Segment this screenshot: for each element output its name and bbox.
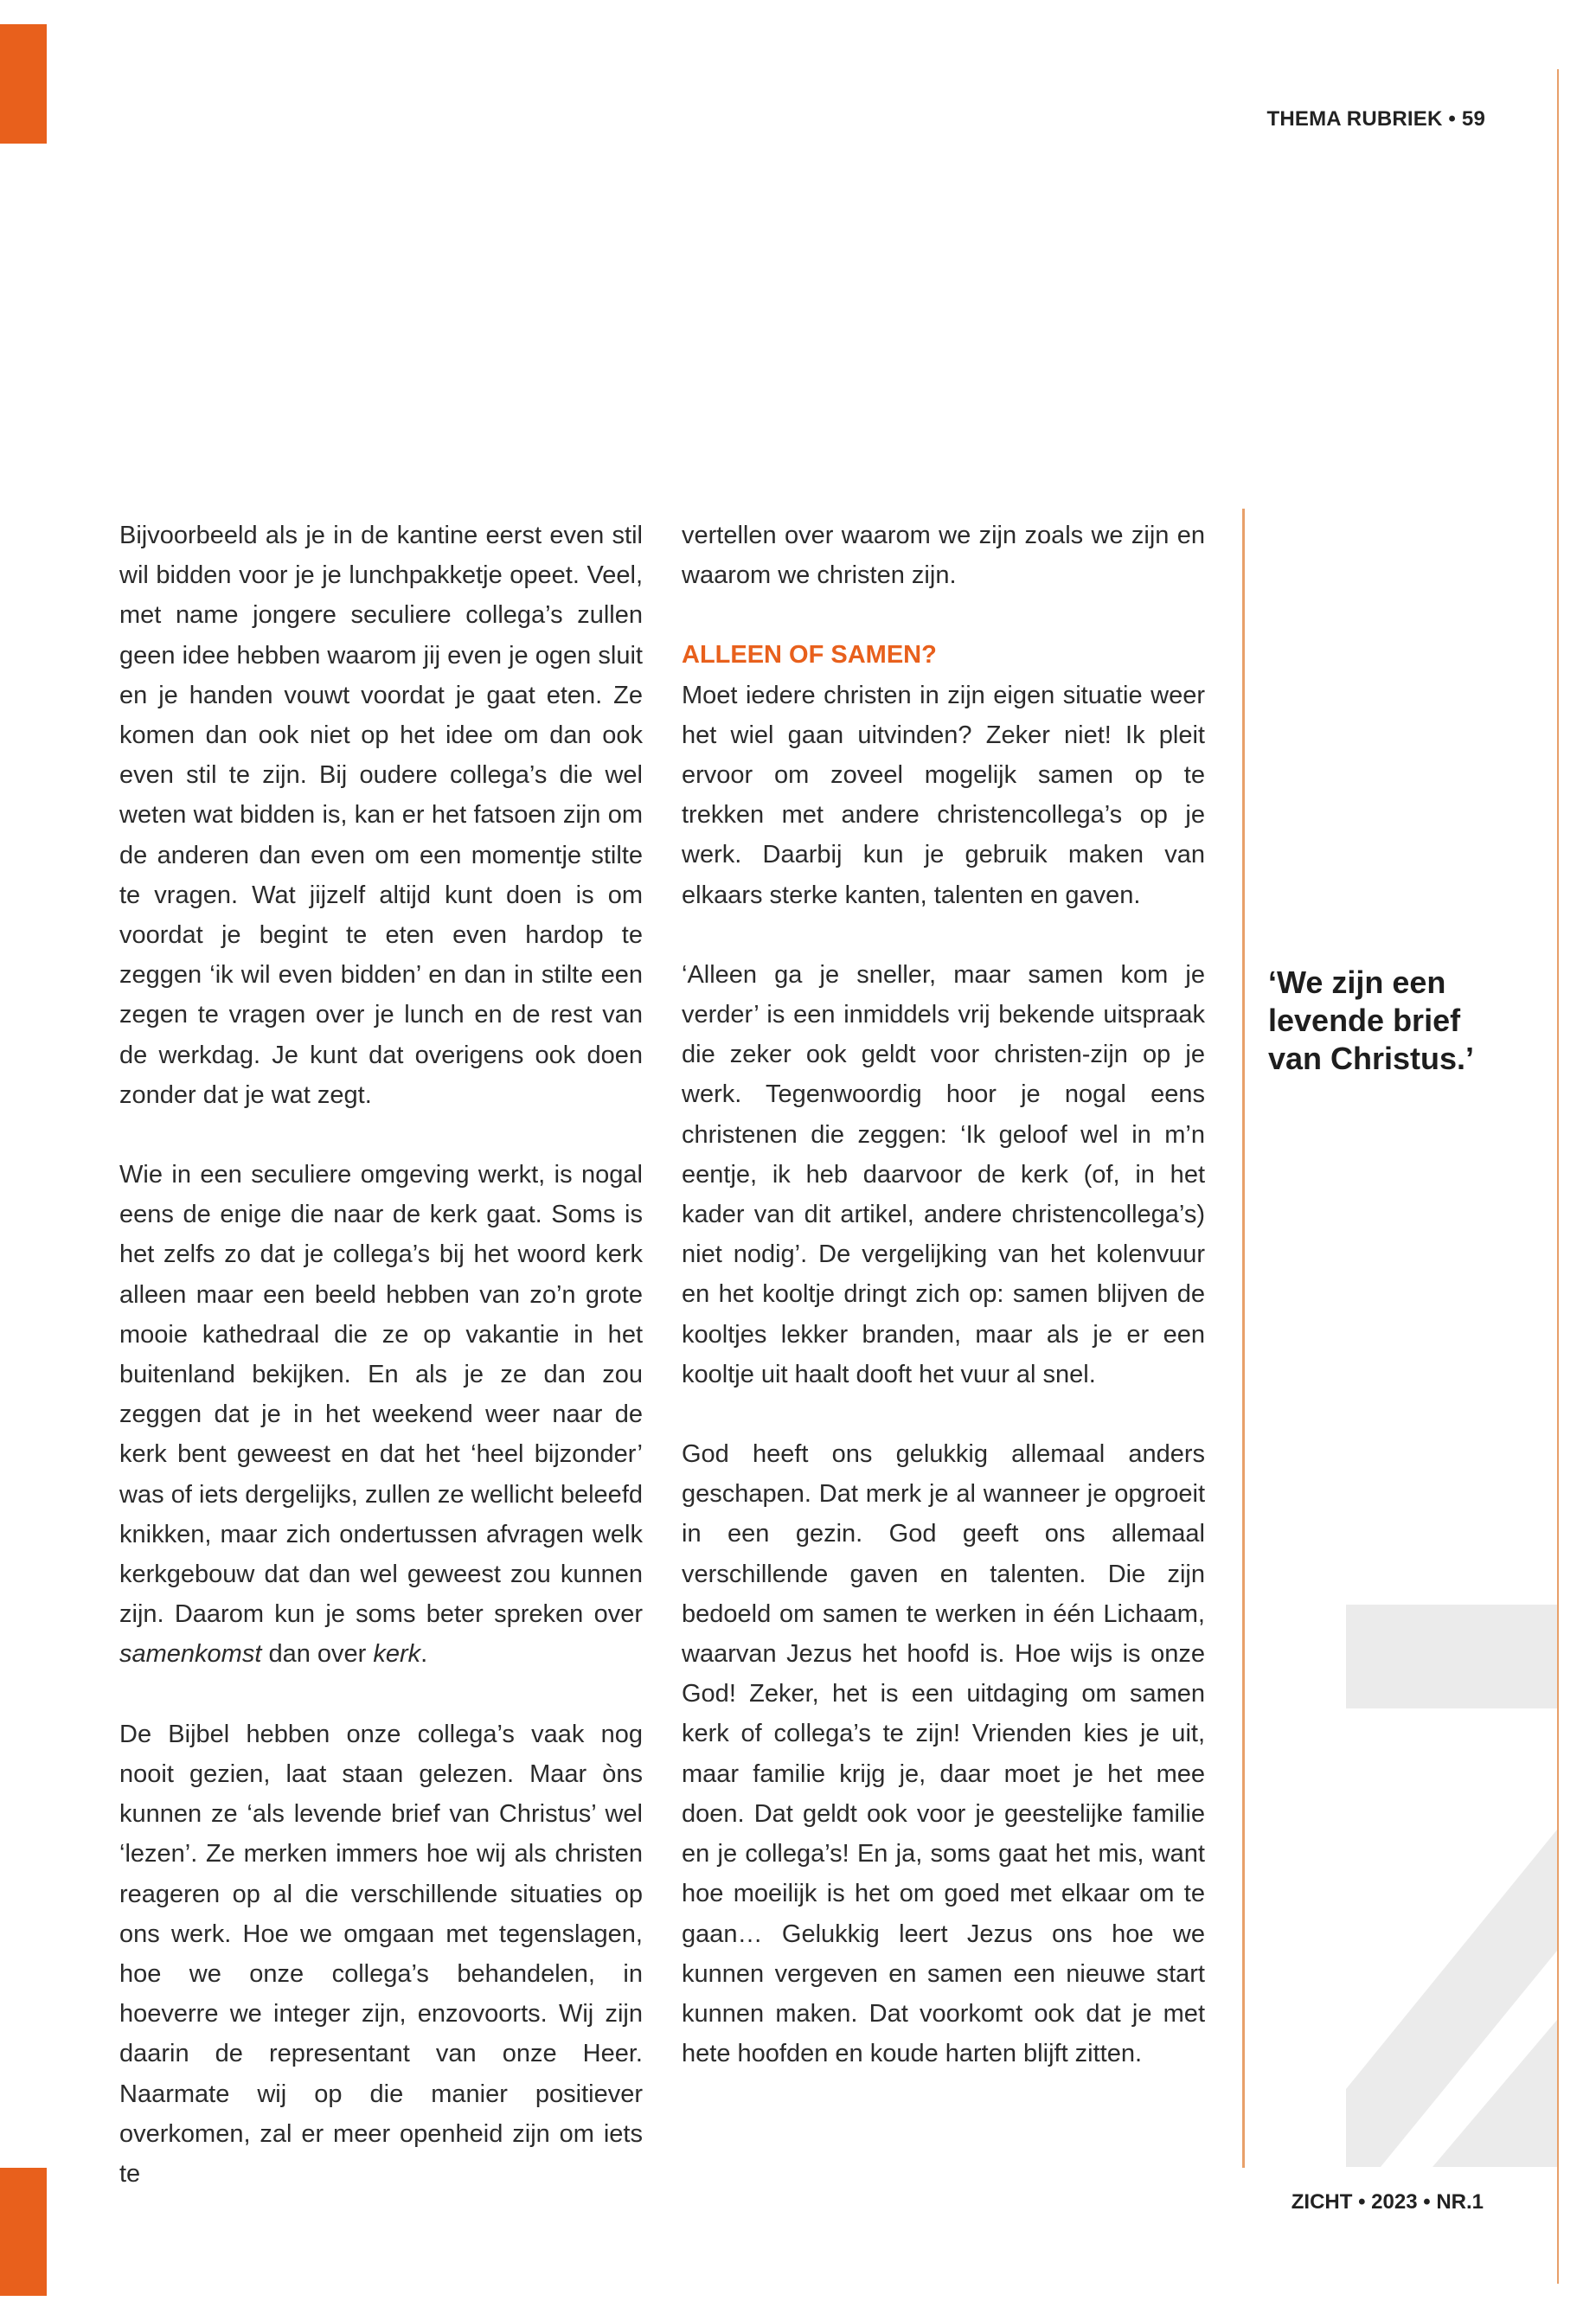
issue-year: 2023 bbox=[1371, 2190, 1418, 2214]
page-footer bbox=[1292, 2190, 1484, 2214]
column-divider-rule bbox=[1242, 509, 1245, 2168]
orange-edge-tab-top bbox=[0, 24, 47, 144]
article-column-right bbox=[682, 516, 1205, 2113]
page-side-rule bbox=[1557, 69, 1559, 2284]
article-column-left bbox=[119, 516, 643, 2234]
magazine-name: ZICHT bbox=[1291, 2190, 1353, 2214]
paragraph: God heeft ons gelukkig allemaal anders geschapen. Dat merk je al wanneer je opgroeit in een gezin. God geeft ons allemaal verschillende gaven en talenten. Die zijn bedoeld om samen te werken in één Lichaam, waarvan Jezus het hoofd is. Hoe wijs is onze God! Zeker, het is een uitdaging om samen kerk of collega’s te zijn! Vrienden kies je uit, maar familie krijg je, daar moet je het mee doen. Dat geldt ook voor je geestelijke familie en je collega’s! En ja, soms gaat het mis, want hoe moeilijk is het om goed met elkaar om te gaan… Gelukkig leert Jezus ons hoe we kunnen vergeven en samen een nieuwe start kunnen maken. Dat voorkomt ook dat je met hete hoofden en koude harten blijft zitten. bbox=[682, 1440, 1205, 2068]
paragraph: Wie in een seculiere omgeving werkt, is nogal eens de enige die naar de kerk gaat. Soms is het zelfs zo dat je collega’s bij het woord kerk alleen maar een beeld hebben van zo’n grote mooie kathedraal die ze op vakantie in het buitenland bekijken. En als je ze dan zou zeggen dat je in het weekend weer naar de kerk bent geweest en dat het ‘heel bijzonder’ was of iets dergelijks, zullen ze wellicht beleefd knikken, maar zich ondertussen afvragen welk kerkgebouw dat dan wel geweest zou kunnen zijn. Daarom kun je soms beter spreken over samenkomst dan over kerk. bbox=[119, 1161, 643, 1669]
paragraph: Moet iedere christen in zijn eigen situatie weer het wiel gaan uitvinden? Zeker niet! Ik pleit ervoor om zoveel mogelijk samen op te trekken met andere christencollega’s op je werk. Daarbij kun je gebruik maken van elkaars sterke kanten, talenten en gaven. bbox=[682, 681, 1205, 909]
running-header bbox=[1266, 107, 1485, 131]
paragraph: vertellen over waarom we zijn zoals we zijn en waarom we christen zijn. bbox=[682, 522, 1205, 590]
emphasis-kerk: kerk bbox=[373, 1640, 421, 1669]
page-number: 59 bbox=[1461, 107, 1485, 131]
paragraph: Bijvoorbeeld als je in de kantine eerst even stil wil bidden voor je je lunchpakketje opeet. Veel, met name jongere seculiere collega’s zullen geen idee hebben waarom jij even je ogen sluit en je handen vouwt voordat je gaat eten. Ze komen dan ook niet op het idee om dan ook even stil te zijn. Bij oudere collega’s die wel weten wat bidden is, kan er het fatsoen zijn om de anderen dan even om een momentje stilte te vragen. Wat jijzelf altijd kunt doen is om voordat je begint te eten even hardop te zeggen ‘ik wil even bidden’ en dan in stilte een zegen te vragen over je lunch en de rest van de werkdag. Je kunt dat overigens ook doen zonder dat je wat zegt. bbox=[119, 522, 643, 1109]
section-title: THEMA RUBRIEK bbox=[1266, 107, 1443, 131]
emphasis-samenkomst: samenkomst bbox=[119, 1640, 262, 1669]
issue-number: NR.1 bbox=[1436, 2190, 1484, 2214]
paragraph: De Bijbel hebben onze collega’s vaak nog nooit gezien, laat staan gelezen. Maar òns kunnen ze ‘als levende brief van Christus’ wel ‘lezen’. Ze merken immers hoe wij als christen reageren op al die verschillende situaties op ons werk. Hoe we omgaan met tegenslagen, hoe we onze collega’s behandelen, in hoeverre we integer zijn, enzovoorts. Wij zijn daarin de representant van onze Heer. Naarmate wij op die manier positiever overkomen, zal er meer openheid zijn om iets te bbox=[119, 1720, 643, 2188]
header-separator: • bbox=[1448, 107, 1457, 131]
pull-quote: ‘We zijn een levende brief van Christus.’ bbox=[1268, 965, 1475, 1076]
decorative-z-shape bbox=[1346, 1605, 1557, 2167]
footer-separator: • bbox=[1358, 2190, 1366, 2214]
orange-edge-tab-bottom bbox=[0, 2168, 47, 2296]
footer-separator: • bbox=[1423, 2190, 1431, 2214]
section-heading: ALLEEN OF SAMEN? bbox=[682, 641, 937, 670]
paragraph: ‘Alleen ga je sneller, maar samen kom je verder’ is een inmiddels vrij bekende uitspraak die zeker ook geldt voor christen-zijn op je werk. Tegenwoordig hoor je nogal eens christenen die zeggen: ‘Ik geloof wel in m’n eentje, ik heb daarvoor de kerk (of, in het kader van dit artikel, andere christencollega’s) niet nodig’. De vergelijking van het kolenvuur en het kooltje dringt zich op: samen blijven de kooltjes lekker branden, maar als je er een kooltje uit haalt dooft het vuur al snel. bbox=[682, 960, 1205, 1388]
